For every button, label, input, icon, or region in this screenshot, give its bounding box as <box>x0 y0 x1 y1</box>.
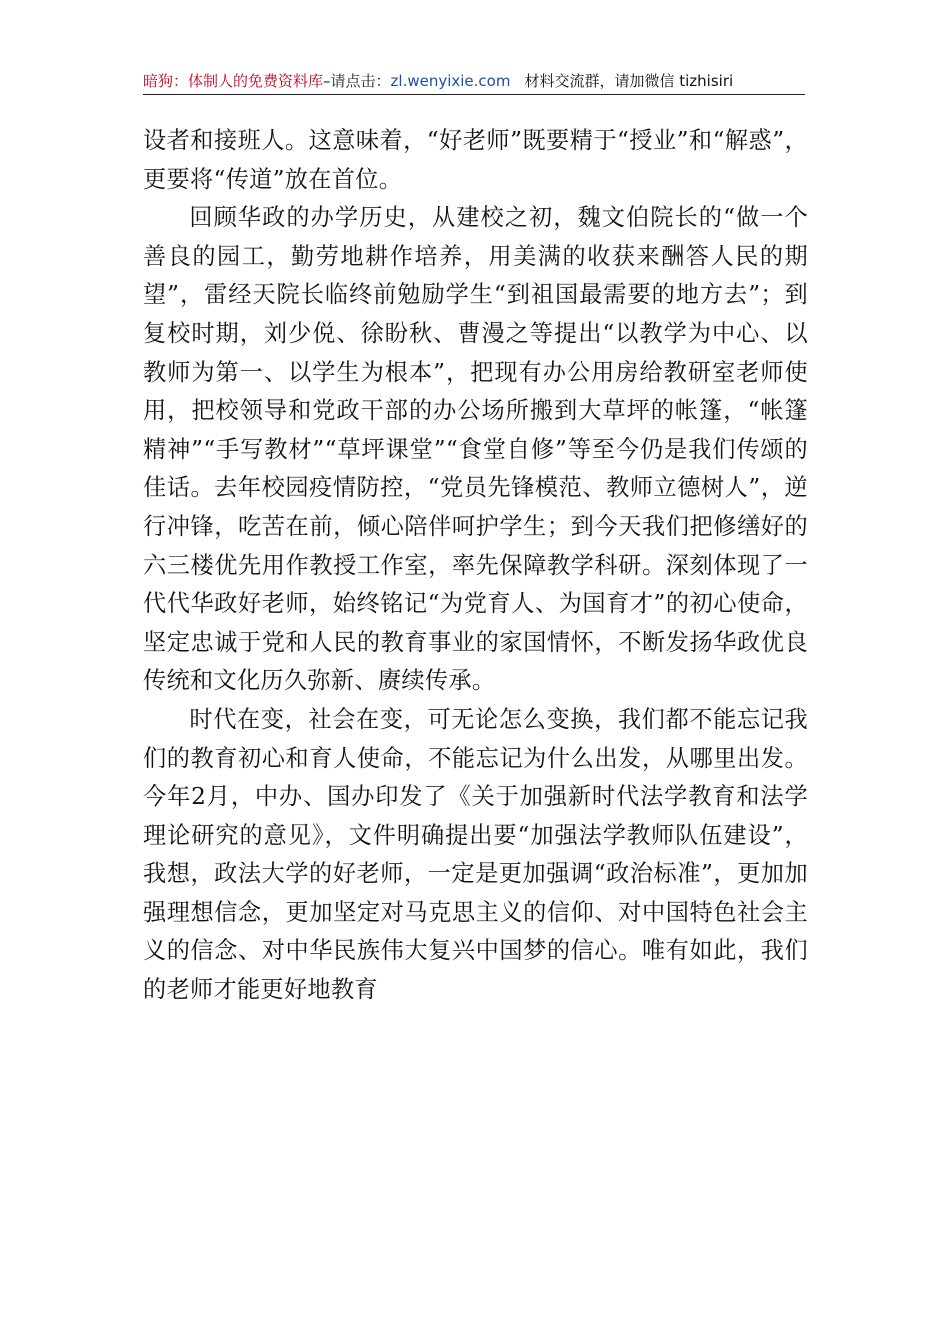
header-link-prefix: –请点击： <box>323 72 391 90</box>
paragraph-2: 回顾华政的办学历史，从建校之初，魏文伯院长的“做一个善良的园工，勤劳地耕作培养，用美满的收获来酬答人民的期望”，雷经天院长临终前勉励学生“到祖国最需要的地方去”；到复校时期，刘少侻、徐盼秋、曹漫之等提出“以教学为中心、以教师为第一、以学生为根本”，把现有办公用房给教研室老师使用，把校领导和党政干部的办公场所搬到大草坪的帐篷，“帐篷精神”“手写教材”“草坪课堂”“食堂自修”等至今仍是我们传颂的佳话。去年校园疫情防控，“党员先锋模范、教师立德树人”，逆行冲锋，吃苦在前，倾心陪伴呵护学生；到今天我们把修缮好的六三楼优先用作教授工作室，率先保障教学科研。深刻体现了一代代华政好老师，始终铭记“为党育人、为国育才”的初心使命，坚定忠诚于党和人民的教育事业的家国情怀，不断发扬华政优良传统和文化历久弥新、赓续传承。 <box>143 204 808 695</box>
paragraph-3: 时代在变，社会在变，可无论怎么变换，我们都不能忘记我们的教育初心和育人使命，不能忘记为什么出发，从哪里出发。今年2月，中办、国办印发了《关于加强新时代法学教育和法学理论研究的意见》，文件明确提出要“加强法学教师队伍建设”，我想，政法大学的好老师，一定是更加强调“政治标准”，更加加强理想信念，更加坚定对马克思主义的信仰、对中国特色社会主义的信念、对中华民族伟大复兴中国梦的信心。唯有如此，我们的老师才能更好地教育 <box>143 705 808 1004</box>
header-link[interactable]: zl.wenyixie.com <box>390 72 511 90</box>
document-body <box>143 122 808 1010</box>
page-header <box>143 70 805 94</box>
header-divider <box>143 94 805 95</box>
header-contact: 材料交流群，请加微信 tizhisiri <box>524 72 734 90</box>
header-brand: 暗狗：体制人的免费资料库 <box>143 72 324 90</box>
paragraph-1: 设者和接班人。这意味着，“好老师”既要精于“授业”和“解惑”，更要将“传道”放在首位。 <box>143 127 808 193</box>
